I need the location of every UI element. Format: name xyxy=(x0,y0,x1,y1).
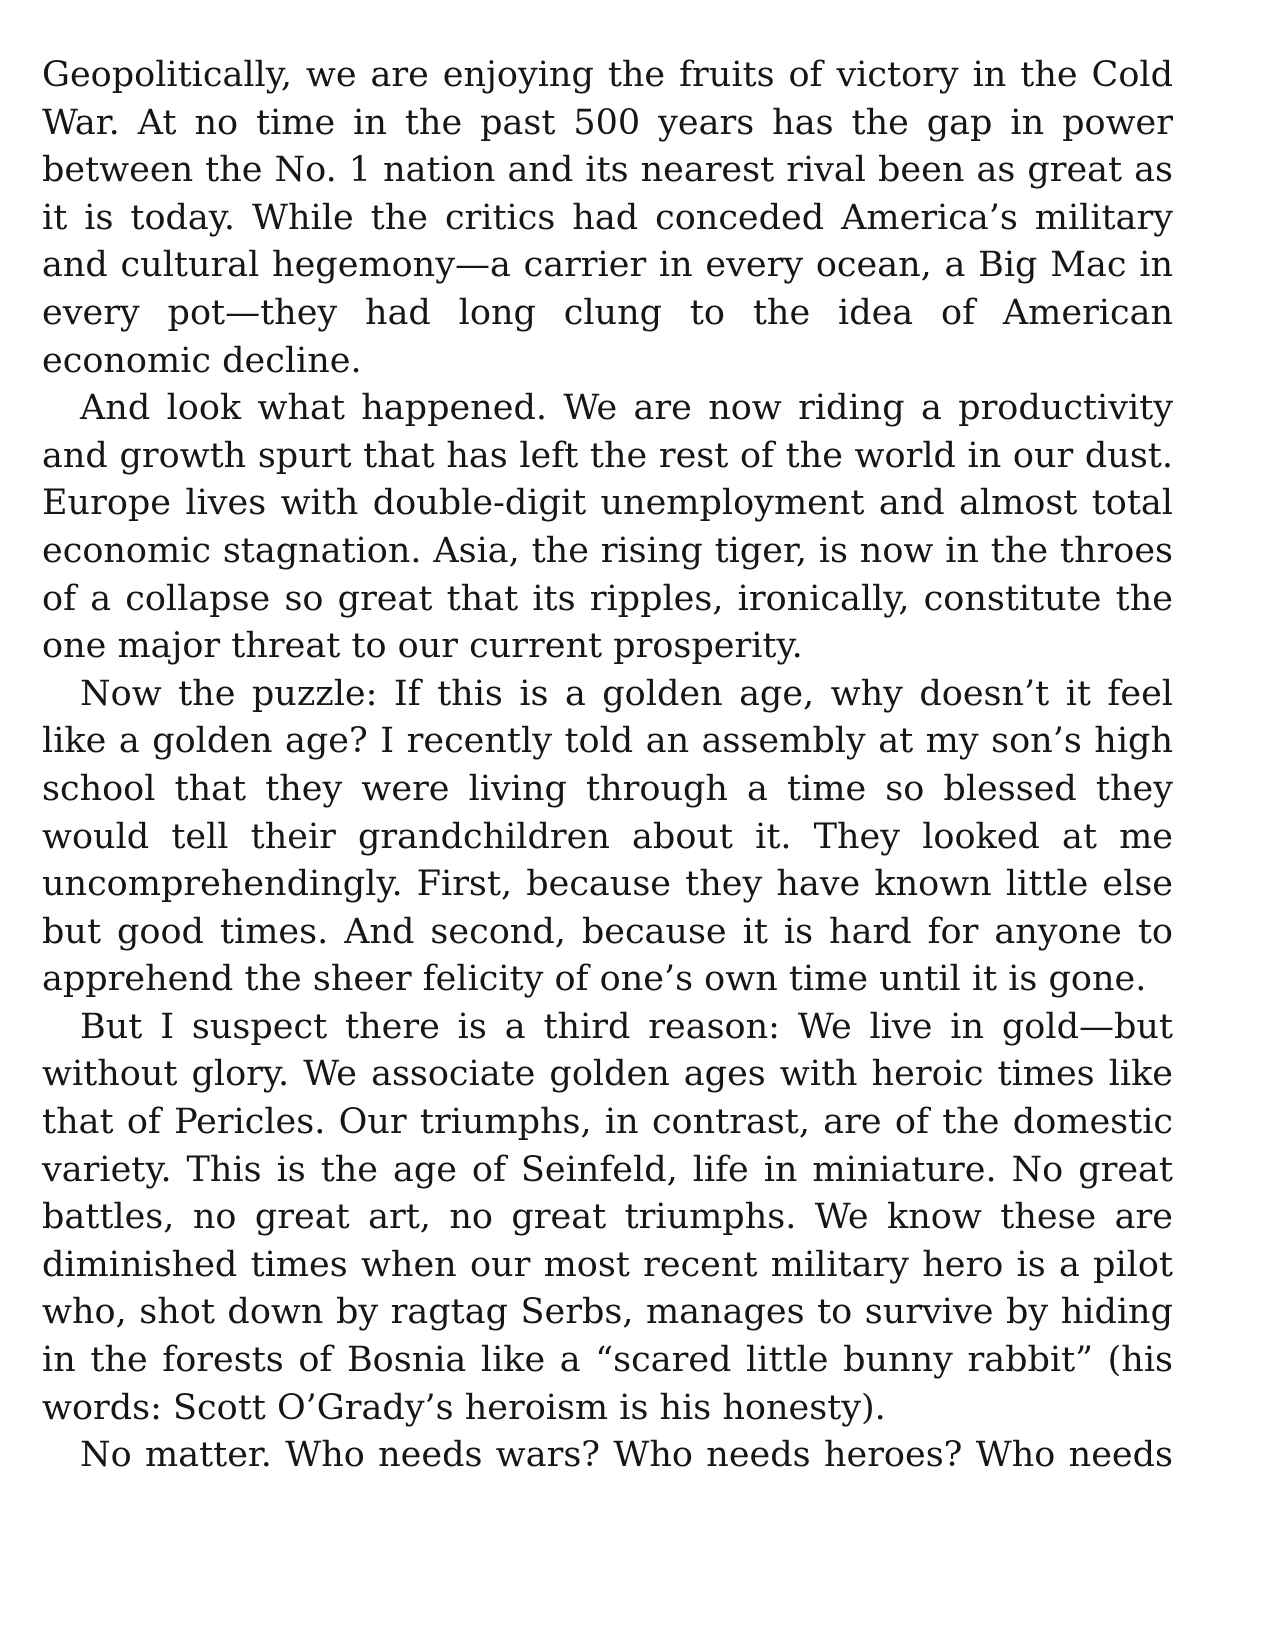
document-page xyxy=(42,52,1173,1480)
paragraph-2: And look what happened. We are now riding a productivity and growth spurt that has left the rest of the world in our dust. Europe lives with double-digit unemployment and almost total economic stagnation. Asia, the rising tiger, is now in the throes of a collapse so great that its ripples, ironically, constitute the one major threat to our current prosperity. xyxy=(42,388,1173,667)
paragraph-1: Geopolitically, we are enjoying the fruits of victory in the Cold War. At no time in the past 500 years has the gap in power between the No. 1 nation and its nearest rival been as great as it is today. While the critics had conceded America’s military and cultural hegemony—a carrier in every ocean, a Big Mac in every pot—they had long clung to the idea of American economic decline. xyxy=(42,55,1173,381)
paragraph-4: But I suspect there is a third reason: We live in gold—but without glory. We associate golden ages with heroic times like that of Pericles. Our triumphs, in contrast, are of the domestic variety. This is the age of Seinfeld, life in miniature. No great battles, no great art, no great triumphs. We know these are diminished times when our most recent military hero is a pilot who, shot down by ragtag Serbs, manages to survive by hiding in the forests of Bosnia like a “scared little bunny rabbit” (his words: Scott O’Grady’s heroism is his honesty). xyxy=(42,1006,1173,1428)
paragraph-5: No matter. Who needs wars? Who needs heroes? Who needs xyxy=(80,1435,1173,1476)
paragraph-3: Now the puzzle: If this is a golden age, why doesn’t it feel like a golden age? I recently told an assembly at my son’s high school that they were living through a time so blessed they would tell their grandchildren about it. They looked at me uncomprehendingly. First, because they have known little else but good times. And second, because it is hard for anyone to apprehend the sheer felicity of one’s own time until it is gone. xyxy=(42,673,1173,1000)
